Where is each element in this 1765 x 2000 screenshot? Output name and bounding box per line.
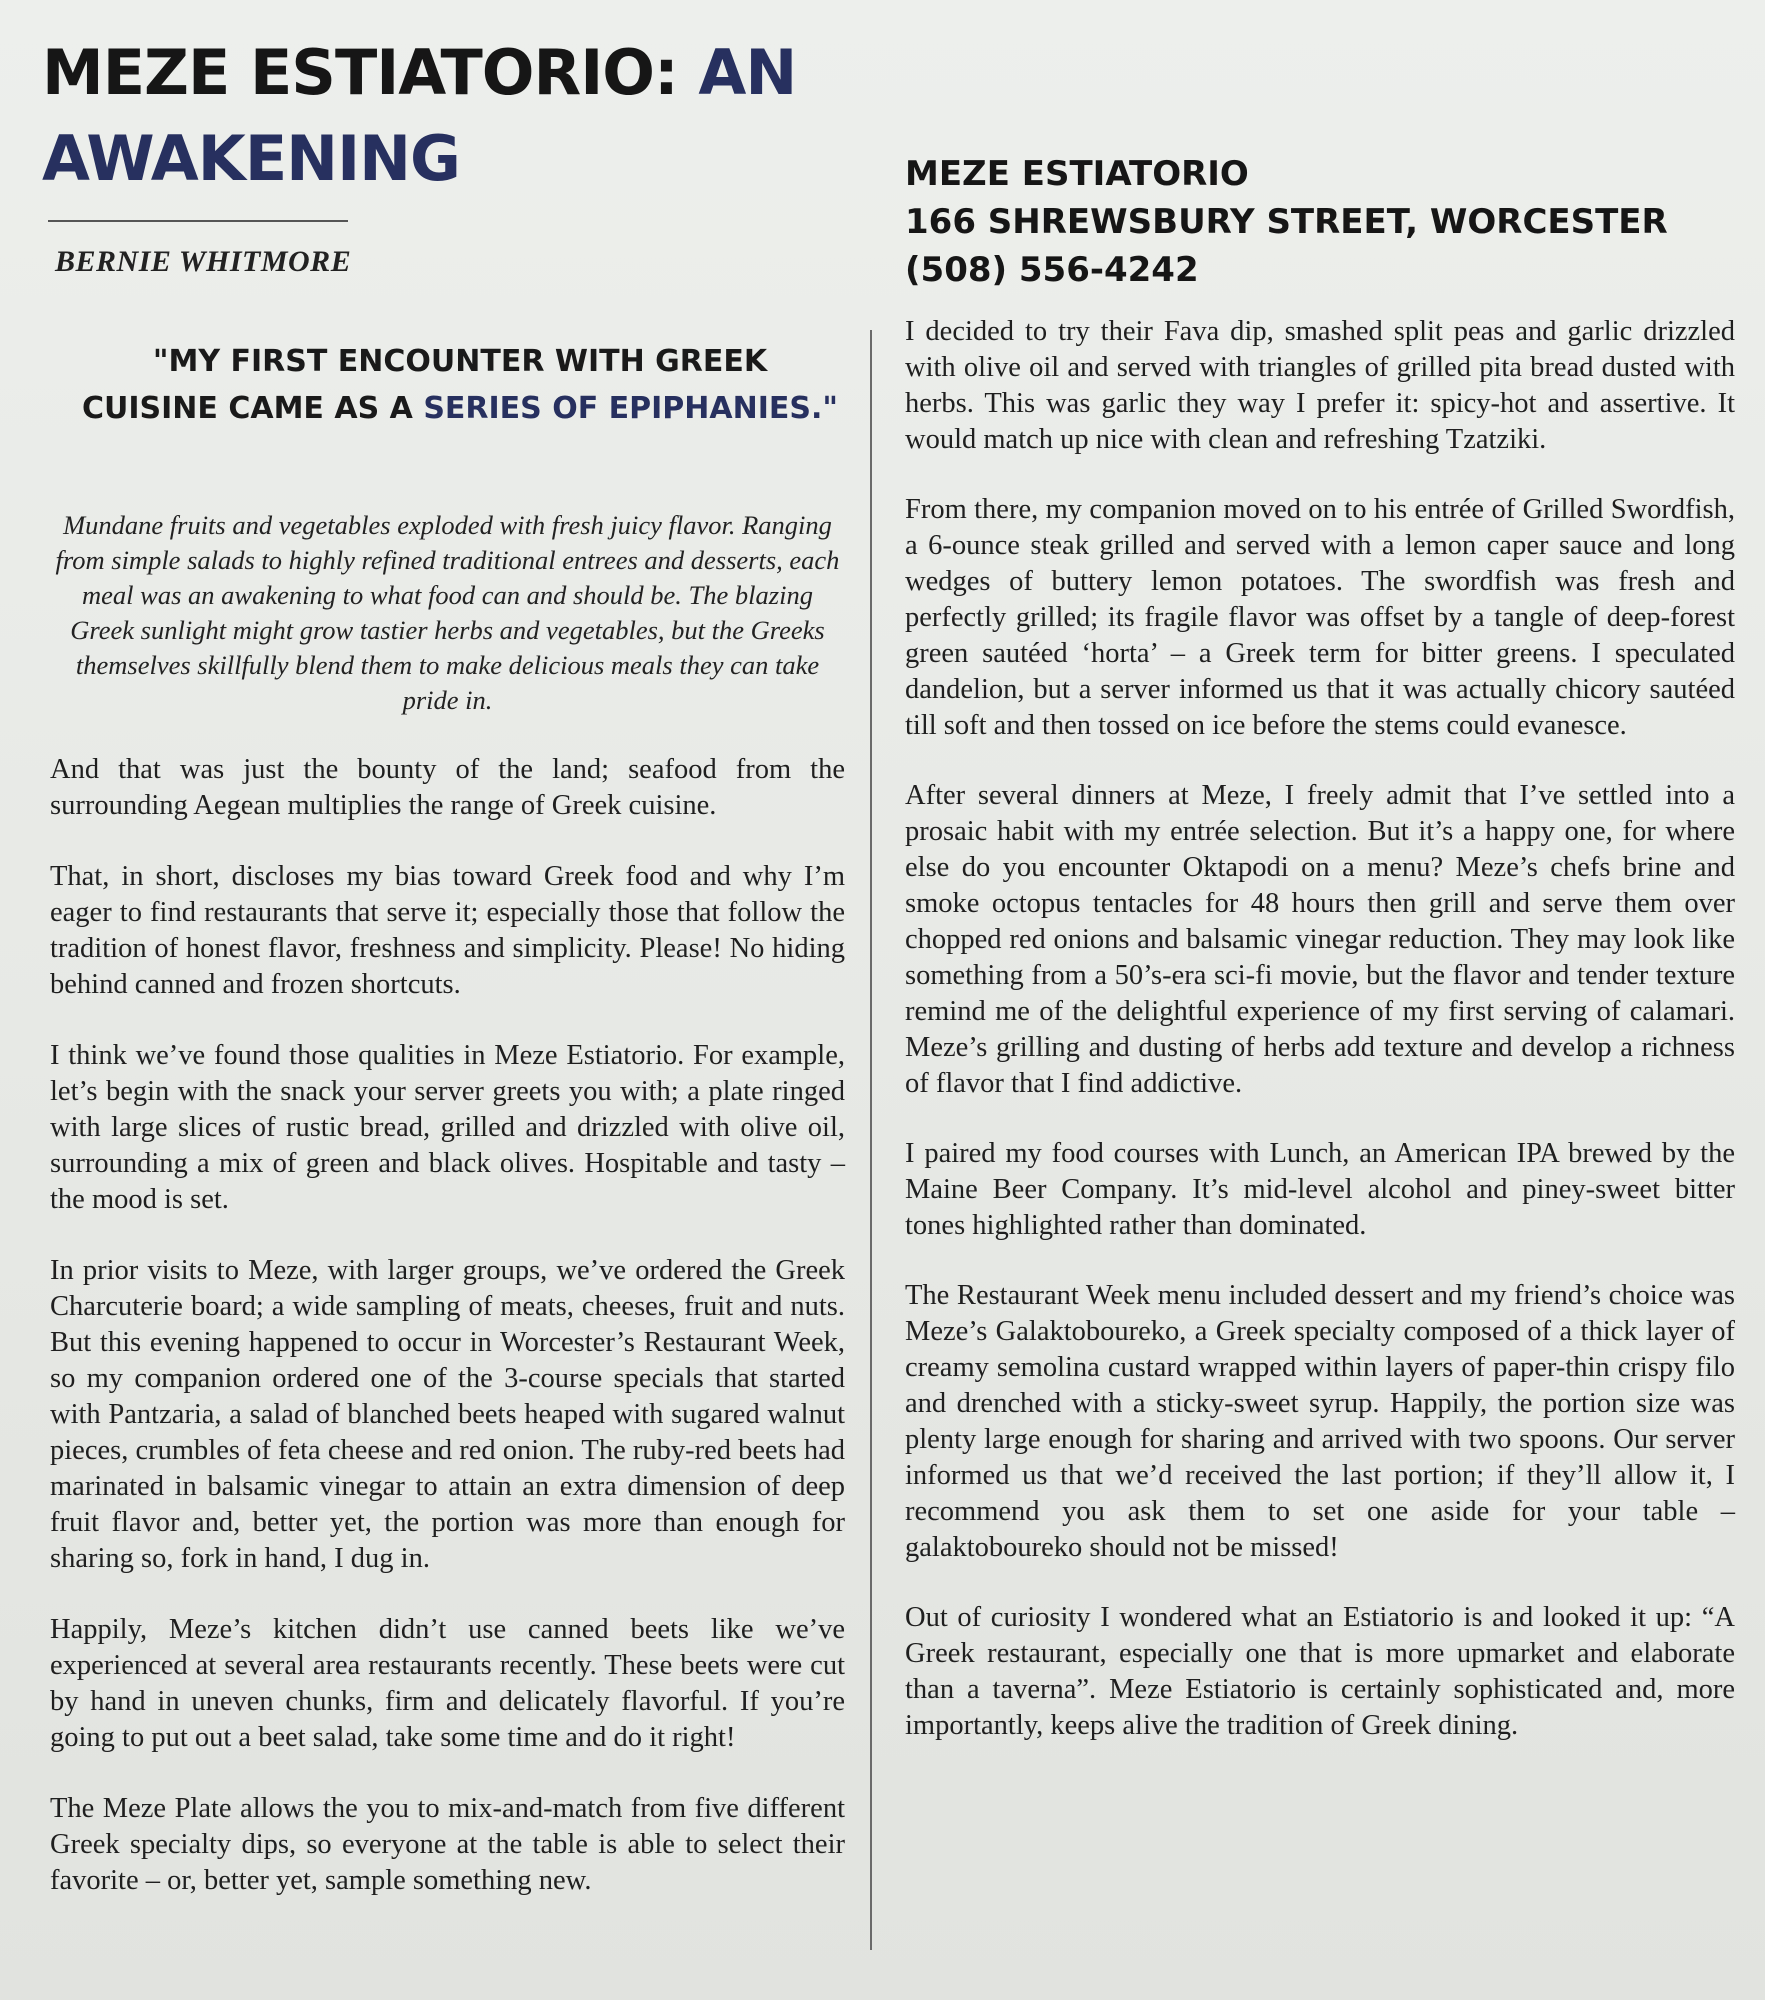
pull-quote-part-1: "MY FIRST ENCOUNTER WITH GREEK CUISINE CAME AS A (81, 344, 768, 426)
left-paragraph-6: The Meze Plate allows the you to mix-and-match from five different Greek specialty dips, so everyone at the table is able to select their favorite – or, better yet, sample something new. (50, 1793, 845, 1896)
left-paragraph-4: In prior visits to Meze, with larger groups, we’ve ordered the Greek Charcuterie board; a wide sampling of meats, cheeses, fruit and nuts. But this evening happened to occur in Worcester’s Restaurant Week, so my companion ordered one of the 3-course specials that started with Pantzaria, a salad of blanched beets heaped with sugared walnut pieces, crumbles of feta cheese and red onion. The ruby-red beets had marinated in balsamic vinegar to attain an extra dimension of deep fruit flavor and, better yet, the portion was more than enough for sharing so, fork in hand, I dug in. (50, 1255, 845, 1574)
right-paragraph-3: After several dinners at Meze, I freely admit that I’ve settled into a prosaic habit with my entrée selection. But it’s a happy one, for where else do you encounter Oktapodi on a menu? Meze’s chefs brine and smoke octopus tentacles for 48 hours then grill and serve them over chopped red onions and balsamic vinegar reduction. They may look like something from a 50’s-era sci-fi movie, but the flavor and tender texture remind me of the delightful experience of my first serving of calamari. Meze’s grilling and dusting of herbs add texture and develop a richness of flavor that I find addictive. (905, 780, 1735, 1099)
headline-part-2: AN AWAKENING (42, 36, 797, 195)
left-paragraph-3: I think we’ve found those qualities in Meze Estiatorio. For example, let’s begin with the snack your server greets you with; a plate ringed with large slices of rustic bread, grilled and drizzled with olive oil, surrounding a mix of green and black olives. Hospitable and tasty – the mood is set. (50, 1040, 845, 1215)
restaurant-phone: (508) 556-4242 (905, 250, 1199, 290)
restaurant-address: 166 SHREWSBURY STREET, WORCESTER (905, 202, 1668, 242)
restaurant-name: MEZE ESTIATORIO (905, 154, 1249, 194)
left-paragraph-5: Happily, Meze’s kitchen didn’t use canned beets like we’ve experienced at several area restaurants recently. These beets were cut by hand in uneven chunks, firm and delicately flavorful. If you’re going to put out a beet salad, take some time and do it right! (50, 1614, 845, 1753)
byline-rule (48, 220, 348, 222)
intro-paragraph: Mundane fruits and vegetables exploded with fresh juicy flavor. Ranging from simple salads to highly refined traditional entrees and desserts, each meal was an awakening to what food can and should be. The blazing Greek sunlight might grow tastier herbs and vegetables, but the Greeks themselves skillfully blend them to make delicious meals they can take pride in. (55, 510, 840, 715)
left-paragraph-2: That, in short, discloses my bias toward Greek food and why I’m eager to find restaurants that serve it; especially those that follow the tradition of honest flavor, freshness and simplicity. Please! No hiding behind canned and frozen shortcuts. (50, 861, 845, 1000)
right-paragraph-6: Out of curiosity I wondered what an Estiatorio is and looked it up: “A Greek restaurant, especially one that is more upmarket and elaborate than a taverna”. Meze Estiatorio is certainly sophisticated and, more importantly, keeps alive the tradition of Greek dining. (905, 1602, 1735, 1741)
pull-quote-part-2: SERIES OF EPIPHANIES." (423, 391, 839, 426)
byline: BERNIE WHITMORE (55, 245, 352, 278)
headline-part-1: MEZE ESTIATORIO: (42, 36, 678, 109)
article-headline (42, 30, 922, 202)
restaurant-info (905, 150, 1735, 294)
right-paragraph-5: The Restaurant Week menu included dessert and my friend’s choice was Meze’s Galaktoboureko, a Greek specialty composed of a thick layer of creamy semolina custard wrapped within layers of paper-thin crispy filo and drenched with a sticky-sweet syrup. Happily, the portion size was plenty large enough for sharing and arrived with two spoons. Our server informed us that we’d received the last portion; if they’ll allow it, I recommend you ask them to set one aside for your table – galaktoboureko should not be missed! (905, 1280, 1735, 1563)
right-paragraph-1: I decided to try their Fava dip, smashed split peas and garlic drizzled with olive oil and served with triangles of grilled pita bread dusted with herbs. This was garlic they way I prefer it: spicy-hot and assertive. It would match up nice with clean and refreshing Tzatziki. (905, 316, 1735, 455)
right-paragraph-2: From there, my companion moved on to his entrée of Grilled Swordfish, a 6-ounce steak grilled and served with a lemon caper sauce and long wedges of buttery lemon potatoes. The swordfish was fresh and perfectly grilled; its fragile flavor was offset by a tangle of deep-forest green sautéed ‘horta’ – a Greek term for bitter greens. I speculated dandelion, but a server informed us that it was actually chicory sautéed till soft and then tossed on ice before the stems could evanesce. (905, 494, 1735, 741)
left-paragraph-1: And that was just the bounty of the land; seafood from the surrounding Aegean multiplies the range of Greek cuisine. (50, 754, 845, 821)
right-paragraph-4: I paired my food courses with Lunch, an American IPA brewed by the Maine Beer Company. It’s mid-level alcohol and piney-sweet bitter tones highlighted rather than dominated. (905, 1138, 1735, 1241)
right-column (905, 314, 1735, 1778)
pull-quote (80, 338, 840, 432)
column-divider (870, 330, 872, 1950)
left-column (50, 752, 845, 1934)
